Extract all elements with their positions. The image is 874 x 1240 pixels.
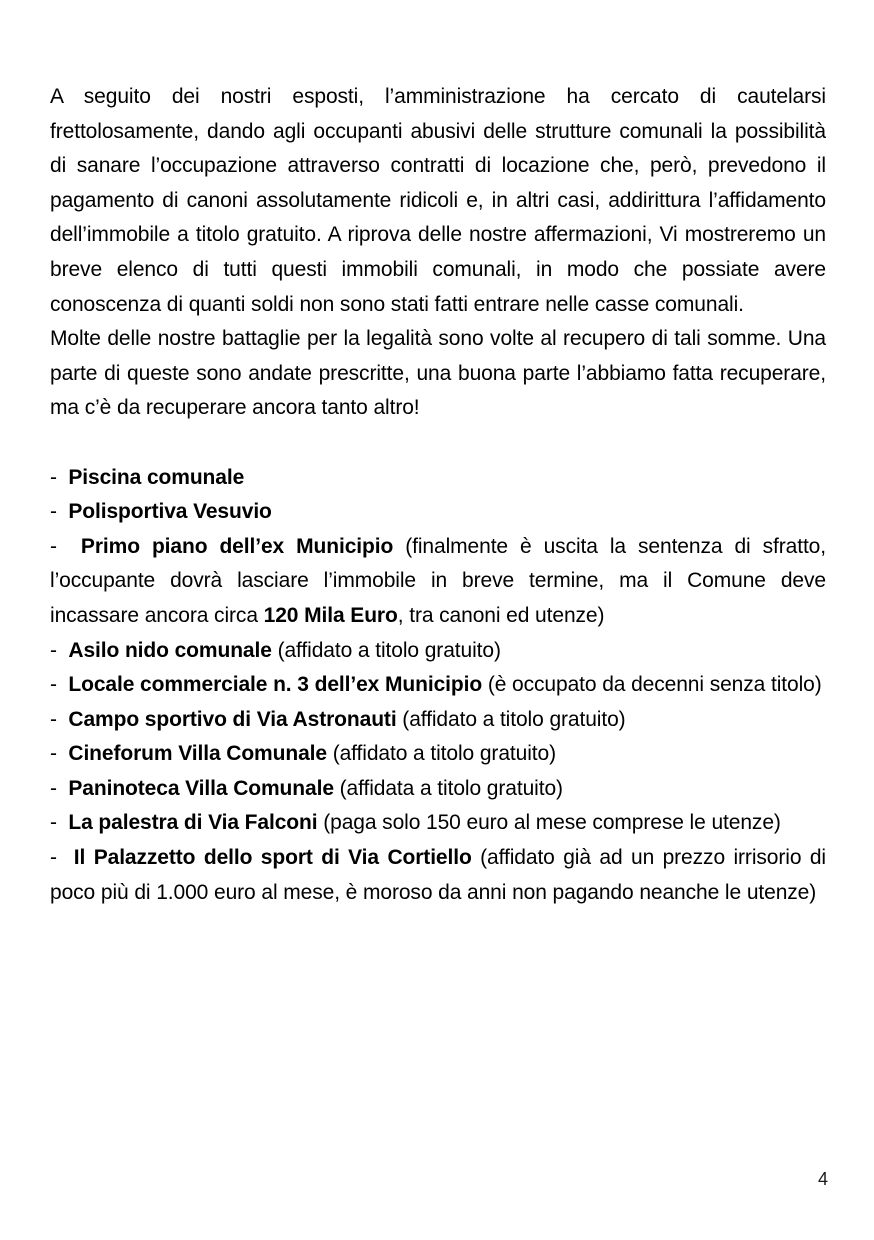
list-item [50, 668, 826, 703]
list-item [50, 772, 826, 807]
list-item-text: - [50, 776, 69, 800]
list-item-bold-text: Paninoteca Villa Comunale [68, 776, 334, 800]
list-item [50, 806, 826, 841]
list-item-text: (affidato a titolo gratuito) [396, 707, 626, 731]
list-item-bold-text: Asilo nido comunale [68, 638, 272, 662]
list-item-bold-text: Il Palazzetto dello sport di Via Cortiello [73, 846, 472, 870]
list-item-text: (affidato a titolo gratuito) [326, 742, 556, 766]
list-item-text: (paga solo 150 euro al mese comprese le utenze) [317, 811, 781, 835]
list-item [50, 530, 832, 634]
list-item-text: - [50, 638, 69, 662]
list-item-text: - [50, 534, 81, 558]
list-item-text: (affidata a titolo gratuito) [333, 776, 563, 800]
list-item-text: (affidato già ad un prezzo irrisorio di poco più di 1.000 euro al mese, è moroso da anni non pagando neanche le utenze) [50, 846, 832, 904]
list-item [50, 461, 826, 496]
list-item [50, 841, 832, 910]
list-item-text: - [50, 707, 69, 731]
list-item-text: - [50, 673, 69, 697]
list-item-text: - [50, 811, 69, 835]
list-item-bold-text: Cineforum Villa Comunale [68, 742, 327, 766]
list-item-bold-text: Campo sportivo di Via Astronauti [68, 707, 397, 731]
list-item-text: (è occupato da decenni senza titolo) [482, 673, 822, 697]
list-item-text: (finalmente è uscita la sentenza di sfratto, l’occupante dovrà lasciare l’immobile in breve termine, ma il Comune deve incassare ancora circa [50, 534, 832, 627]
list-item-text: - [50, 500, 69, 524]
paragraph-recovery: Molte delle nostre battaglie per la legalità sono volte al recupero di tali somme. Una parte di queste sono andate prescritte, una buona parte l’abbiamo fatta recuperare, ma c’è da recuperare ancora tanto altro! [50, 327, 832, 420]
property-list [50, 461, 832, 911]
list-item [50, 737, 826, 772]
blank-line [50, 426, 826, 461]
list-item-text: - [50, 742, 69, 766]
list-item-bold-text: Polisportiva Vesuvio [68, 500, 272, 524]
list-item [50, 495, 826, 530]
list-item-bold-text: Primo piano dell’ex Municipio [80, 534, 394, 558]
list-item-bold-text: La palestra di Via Falconi [68, 811, 318, 835]
list-item-text: , tra canoni ed utenze) [397, 603, 605, 627]
list-item-text: (affidato a titolo gratuito) [271, 638, 501, 662]
list-item-text: - [50, 846, 74, 870]
list-item-bold-text: Piscina comunale [68, 465, 245, 489]
list-item [50, 634, 826, 669]
list-item-bold-text: Locale commerciale n. 3 dell’ex Municipio [68, 673, 483, 697]
page-number: 4 [817, 1169, 828, 1189]
paragraph-intro: A seguito dei nostri esposti, l’amministrazione ha cercato di cautelarsi frettolosamente, dando agli occupanti abusivi delle strutture comunali la possibilità di sanare l’occupazione attraverso contratti di locazione che, però, prevedono il pagamento di canoni assolutamente ridicoli e, in altri casi, addirittura l’affidamento dell’immobile a titolo gratuito. A riprova delle nostre affermazioni, Vi mostreremo un breve elenco di tutti questi immobili comunali, in modo che possiate avere conoscenza di quanti soldi non sono stati fatti entrare nelle casse comunali. [50, 85, 838, 316]
list-item-bold-text: 120 Mila Euro [263, 603, 398, 627]
list-item-text: - [50, 465, 69, 489]
list-item [50, 703, 826, 738]
